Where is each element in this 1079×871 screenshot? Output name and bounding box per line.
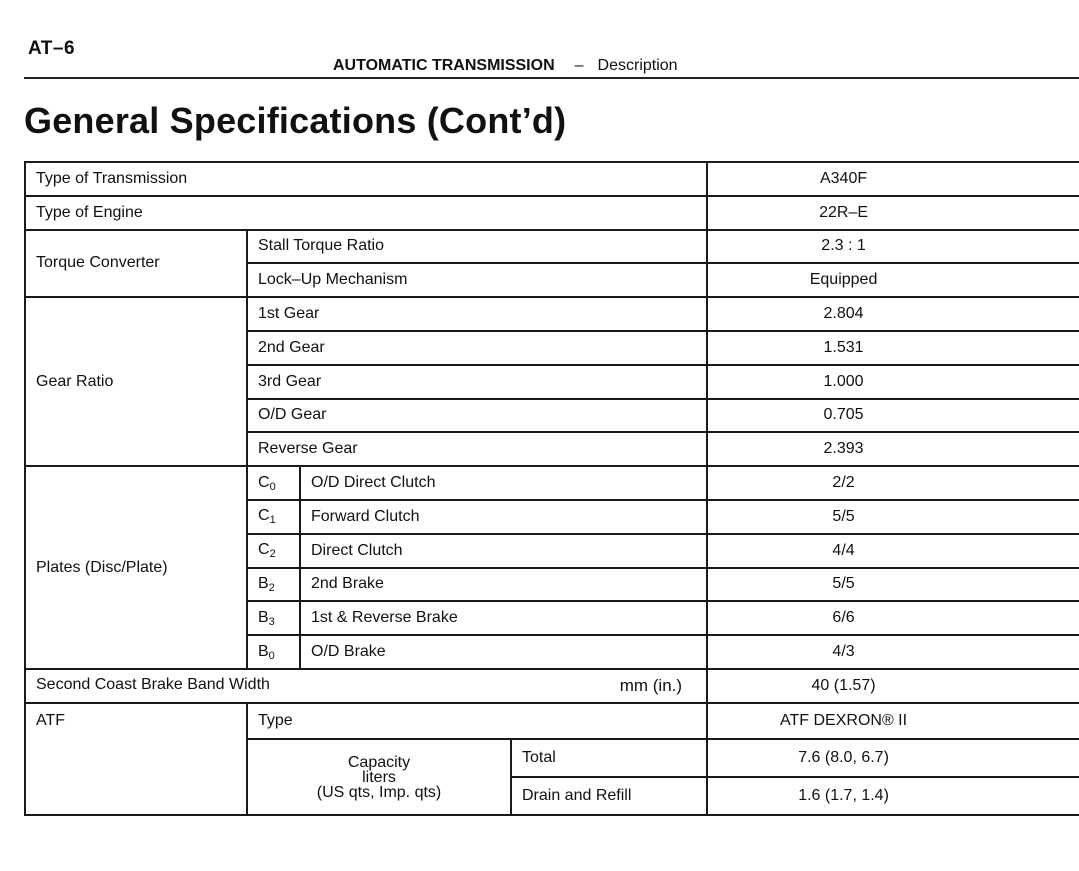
second-coast-brake-label-cell	[25, 669, 707, 703]
plate-code-letter: B	[258, 608, 269, 626]
table-row	[25, 703, 1079, 739]
plate-code	[247, 601, 300, 635]
plate-code-letter: B	[258, 574, 269, 592]
table-row	[25, 196, 1079, 230]
table-row	[25, 230, 1079, 264]
spec-row-value: 7.6 (8.0, 6.7)	[707, 739, 1079, 777]
type-of-transmission-value: A340F	[707, 162, 1079, 196]
spec-row-label: 1st Gear	[247, 297, 707, 331]
plate-code-letter: C	[258, 507, 270, 525]
spec-row-label: O/D Direct Clutch	[300, 466, 707, 500]
atf-capacity-label	[247, 739, 511, 815]
plate-code-subscript: 1	[269, 514, 276, 527]
table-row	[25, 297, 1079, 331]
table-row	[25, 162, 1079, 196]
plate-code	[247, 500, 300, 534]
plate-code	[247, 635, 300, 669]
second-coast-brake-label: Second Coast Brake Band Width	[36, 675, 270, 693]
atf-capacity-line: Capacity	[347, 754, 411, 772]
spec-row-label: Direct Clutch	[300, 534, 707, 568]
subsection-title: Description	[597, 57, 678, 74]
spec-row-label: O/D Brake	[300, 635, 707, 669]
torque-converter-label: Torque Converter	[25, 230, 247, 298]
spec-row-label: 3rd Gear	[247, 365, 707, 399]
plate-code	[247, 534, 300, 568]
spec-row-value: Equipped	[707, 263, 1079, 297]
spec-row-value: 1.531	[707, 331, 1079, 365]
spec-row-label: Total	[511, 739, 707, 777]
atf-type-label: Type	[247, 703, 707, 739]
spec-row-label: 2nd Brake	[300, 568, 707, 602]
spec-row-value: 4/4	[707, 534, 1079, 568]
plate-code-letter: C	[258, 473, 270, 491]
table-row	[25, 669, 1079, 703]
page-title: General Specifications (Cont’d)	[24, 100, 567, 141]
plate-code	[247, 466, 300, 500]
plate-code-subscript: 3	[268, 615, 275, 628]
header-rule	[24, 77, 1079, 79]
type-of-engine-value: 22R–E	[707, 196, 1079, 230]
plate-code-letter: B	[258, 642, 269, 660]
spec-row-value: 5/5	[707, 568, 1079, 602]
spec-row-value: 2.804	[707, 297, 1079, 331]
spec-row-value: 6/6	[707, 601, 1079, 635]
section-title: AUTOMATIC TRANSMISSION	[333, 57, 555, 74]
spec-row-value: 2/2	[707, 466, 1079, 500]
spec-row-value: 2.393	[707, 432, 1079, 466]
spec-row-label: 2nd Gear	[247, 331, 707, 365]
spec-row-value: 2.3 : 1	[707, 230, 1079, 264]
spec-row-value: 1.000	[707, 365, 1079, 399]
page-code: AT–6	[28, 38, 76, 59]
second-coast-brake-unit: mm (in.)	[619, 675, 683, 695]
second-coast-brake-value: 40 (1.57)	[707, 669, 1079, 703]
atf-capacity-line: (US qts, Imp. qts)	[316, 784, 442, 802]
section-separator: –	[574, 57, 584, 74]
spec-table	[24, 161, 1079, 816]
table-row	[25, 466, 1079, 500]
spec-row-label: O/D Gear	[247, 399, 707, 433]
spec-row-value: 4/3	[707, 635, 1079, 669]
spec-row-label: 1st & Reverse Brake	[300, 601, 707, 635]
spec-row-label: Reverse Gear	[247, 432, 707, 466]
spec-row-label: Drain and Refill	[511, 777, 707, 815]
type-of-transmission-label: Type of Transmission	[25, 162, 707, 196]
plate-code-subscript: 2	[269, 548, 276, 561]
plates-label: Plates (Disc/Plate)	[25, 466, 247, 669]
spec-row-label: Forward Clutch	[300, 500, 707, 534]
atf-capacity-line: liters	[362, 769, 396, 787]
atf-label: ATF	[25, 703, 247, 815]
spec-row-label: Lock–Up Mechanism	[247, 263, 707, 297]
spec-row-label: Stall Torque Ratio	[247, 230, 707, 264]
plate-code-subscript: 0	[269, 480, 276, 493]
plate-code-letter: C	[258, 541, 270, 559]
type-of-engine-label: Type of Engine	[25, 196, 707, 230]
plate-code-subscript: 0	[268, 649, 275, 662]
atf-type-value: ATF DEXRON® II	[707, 703, 1079, 739]
spec-row-value: 5/5	[707, 500, 1079, 534]
plate-code-subscript: 2	[268, 581, 275, 594]
spec-row-value: 1.6 (1.7, 1.4)	[707, 777, 1079, 815]
spec-row-value: 0.705	[707, 399, 1079, 433]
plate-code	[247, 568, 300, 602]
running-head	[333, 57, 678, 75]
gear-ratio-label: Gear Ratio	[25, 297, 247, 466]
